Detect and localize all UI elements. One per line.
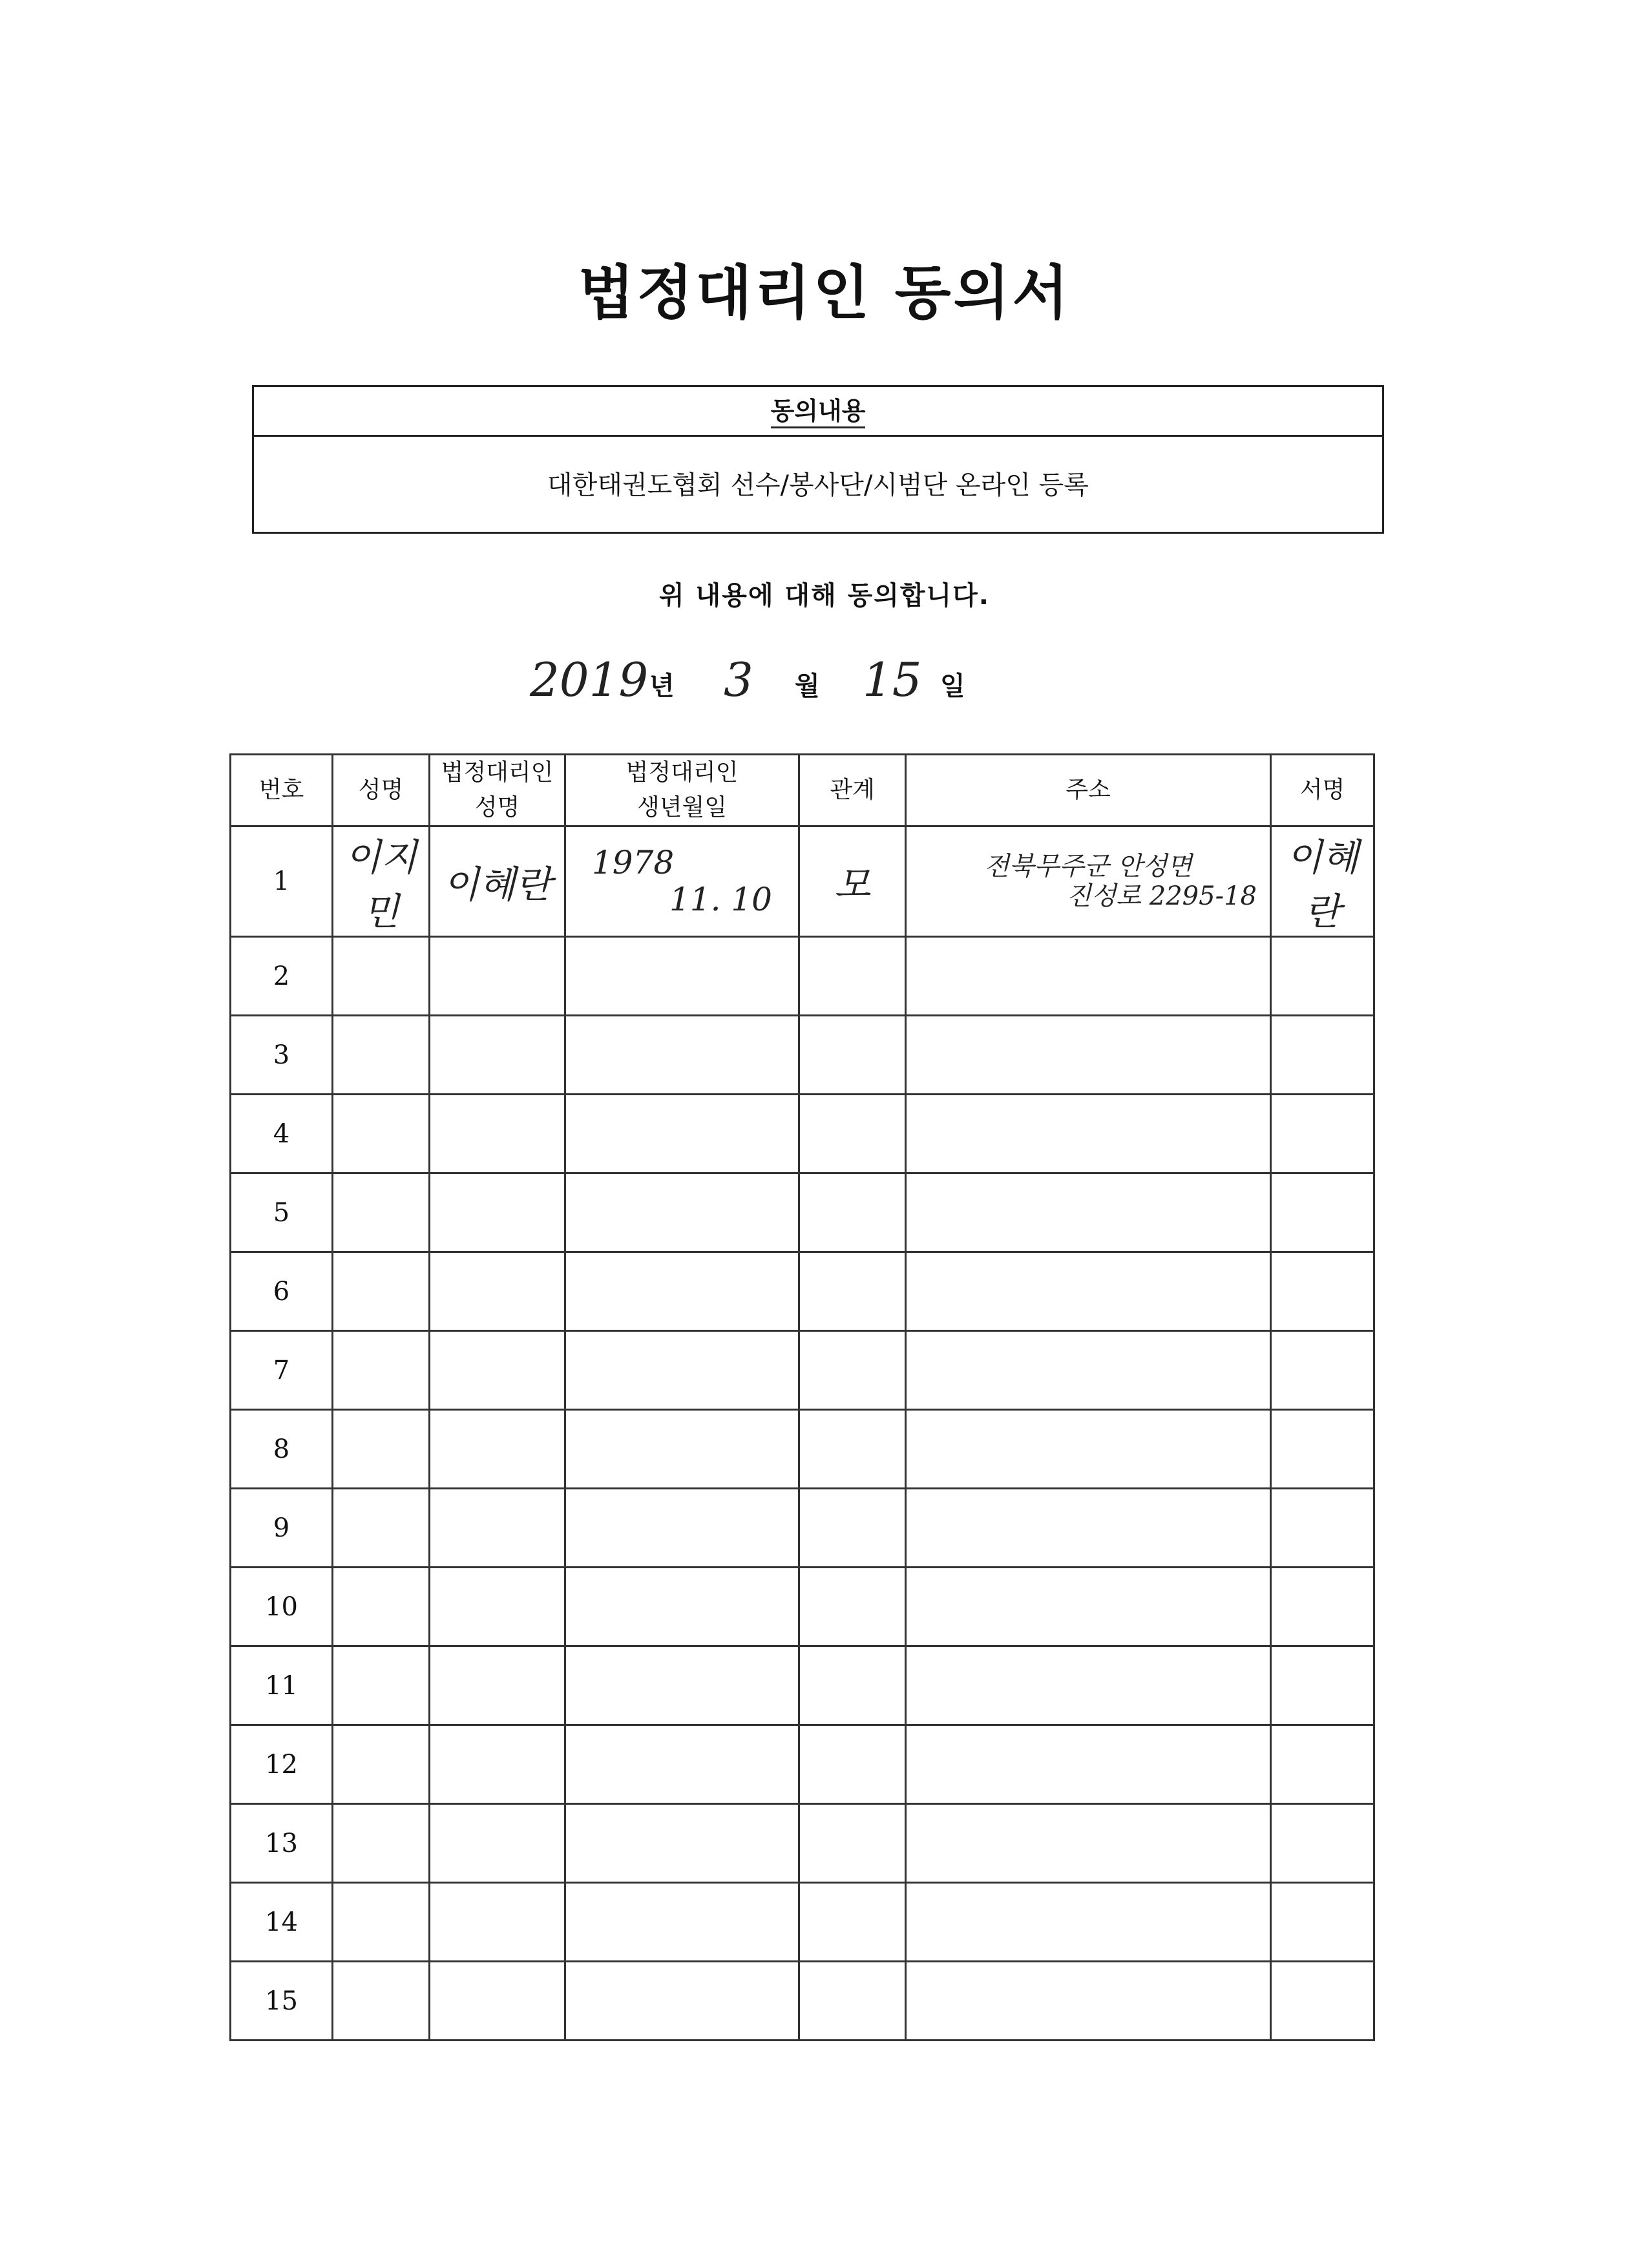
cell-name xyxy=(333,937,430,1016)
cell-signature xyxy=(1271,937,1374,1016)
cell-rep-birth xyxy=(565,1804,799,1883)
header-no: 번호 xyxy=(231,755,333,826)
representative-table xyxy=(229,753,1375,2041)
cell-signature: 이혜란 xyxy=(1271,826,1374,937)
cell-address xyxy=(906,937,1271,1016)
cell-signature xyxy=(1271,1804,1374,1883)
row-number: 2 xyxy=(231,937,333,1016)
cell-signature xyxy=(1271,1646,1374,1725)
cell-relation xyxy=(799,1962,906,2041)
cell-signature xyxy=(1271,1883,1374,1962)
cell-name xyxy=(333,1410,430,1489)
cell-name xyxy=(333,1962,430,2041)
table-row xyxy=(231,1489,1374,1568)
cell-relation xyxy=(799,1331,906,1410)
cell-rep-birth xyxy=(565,1646,799,1725)
cell-name xyxy=(333,1095,430,1173)
cell-rep-birth xyxy=(565,1410,799,1489)
cell-signature xyxy=(1271,1410,1374,1489)
table-row xyxy=(231,1410,1374,1489)
row-number: 1 xyxy=(231,826,333,937)
cell-relation xyxy=(799,1568,906,1646)
cell-rep-name xyxy=(430,1962,565,2041)
cell-relation xyxy=(799,1804,906,1883)
cell-rep-birth xyxy=(565,1173,799,1252)
row-number: 3 xyxy=(231,1016,333,1095)
cell-relation xyxy=(799,1646,906,1725)
row-number: 11 xyxy=(231,1646,333,1725)
consent-box xyxy=(252,385,1384,534)
cell-rep-name xyxy=(430,1489,565,1568)
document-title: 법정대리인 동의서 xyxy=(578,259,1071,327)
cell-name xyxy=(333,1883,430,1962)
table-row xyxy=(231,1883,1374,1962)
cell-name xyxy=(333,1252,430,1331)
header-rep-birth-line1: 법정대리인 xyxy=(625,759,739,786)
cell-relation xyxy=(799,1252,906,1331)
cell-relation xyxy=(799,1410,906,1489)
cell-address xyxy=(906,1252,1271,1331)
table-row xyxy=(231,1095,1374,1173)
date-year: 2019 xyxy=(530,653,649,707)
cell-address xyxy=(906,1646,1271,1725)
table-row xyxy=(231,1331,1374,1410)
cell-rep-birth xyxy=(565,1252,799,1331)
cell-signature xyxy=(1271,1962,1374,2041)
cell-rep-name xyxy=(430,1252,565,1331)
cell-address xyxy=(906,1489,1271,1568)
header-rep-birth xyxy=(565,755,799,826)
cell-name xyxy=(333,1646,430,1725)
cell-signature xyxy=(1271,1016,1374,1095)
cell-rep-name xyxy=(430,1646,565,1725)
cell-name xyxy=(333,1568,430,1646)
cell-signature xyxy=(1271,1725,1374,1804)
date-day: 15 xyxy=(863,653,922,707)
cell-rep-birth xyxy=(565,1568,799,1646)
cell-relation xyxy=(799,1095,906,1173)
cell-signature xyxy=(1271,1568,1374,1646)
cell-rep-birth xyxy=(565,1725,799,1804)
cell-name xyxy=(333,1804,430,1883)
agreement-statement: 위 내용에 대해 동의합니다. xyxy=(658,581,990,611)
cell-rep-birth xyxy=(565,1883,799,1962)
date-day-label: 일 xyxy=(940,671,965,701)
cell-rep-name xyxy=(430,1725,565,1804)
birth-month-day: 11. 10 xyxy=(669,881,772,918)
cell-rep-birth xyxy=(565,1962,799,2041)
cell-address xyxy=(906,1331,1271,1410)
cell-address xyxy=(906,826,1271,937)
cell-relation: 모 xyxy=(799,826,906,937)
table-row xyxy=(231,1252,1374,1331)
cell-rep-name xyxy=(430,1095,565,1173)
date-month-label: 월 xyxy=(795,671,820,701)
row-number: 9 xyxy=(231,1489,333,1568)
cell-address xyxy=(906,1568,1271,1646)
date-line xyxy=(0,653,1649,730)
consent-content: 대한태권도협회 선수/봉사단/시범단 온라인 등록 xyxy=(547,470,1089,500)
cell-name xyxy=(333,1725,430,1804)
row-number: 14 xyxy=(231,1883,333,1962)
consent-header-label: 동의내용 xyxy=(771,397,866,428)
cell-address xyxy=(906,1410,1271,1489)
table-row xyxy=(231,1173,1374,1252)
cell-rep-birth xyxy=(565,1331,799,1410)
row-number: 4 xyxy=(231,1095,333,1173)
cell-name xyxy=(333,1016,430,1095)
date-year-label: 년 xyxy=(649,671,675,701)
cell-relation xyxy=(799,1725,906,1804)
header-rep-birth-line2: 생년월일 xyxy=(636,794,728,821)
cell-name xyxy=(333,1331,430,1410)
cell-rep-name xyxy=(430,1173,565,1252)
row-number: 15 xyxy=(231,1962,333,2041)
table-row xyxy=(231,937,1374,1016)
header-rep-name xyxy=(430,755,565,826)
row-number: 13 xyxy=(231,1804,333,1883)
cell-address xyxy=(906,1016,1271,1095)
address-line2: 진성로 2295-18 xyxy=(1066,881,1257,911)
table-row xyxy=(231,1016,1374,1095)
cell-address xyxy=(906,1095,1271,1173)
row-number: 10 xyxy=(231,1568,333,1646)
cell-rep-birth xyxy=(565,937,799,1016)
cell-signature xyxy=(1271,1095,1374,1173)
cell-rep-birth xyxy=(565,1016,799,1095)
cell-relation xyxy=(799,1016,906,1095)
header-name: 성명 xyxy=(333,755,430,826)
table-row xyxy=(231,1568,1374,1646)
table-header-row xyxy=(231,755,1374,826)
cell-relation xyxy=(799,1883,906,1962)
table-row xyxy=(231,1725,1374,1804)
row-number: 5 xyxy=(231,1173,333,1252)
cell-signature xyxy=(1271,1252,1374,1331)
row-number: 8 xyxy=(231,1410,333,1489)
cell-rep-birth xyxy=(565,1095,799,1173)
cell-address xyxy=(906,1173,1271,1252)
cell-relation xyxy=(799,1489,906,1568)
cell-rep-name xyxy=(430,937,565,1016)
cell-rep-name xyxy=(430,1410,565,1489)
cell-name xyxy=(333,1173,430,1252)
cell-relation xyxy=(799,937,906,1016)
header-relation: 관계 xyxy=(799,755,906,826)
birth-year: 1978 xyxy=(592,843,675,881)
cell-rep-name xyxy=(430,1016,565,1095)
address-line1: 전북무주군 안성면 xyxy=(984,852,1192,881)
header-signature: 서명 xyxy=(1271,755,1374,826)
cell-rep-birth xyxy=(565,1489,799,1568)
cell-rep-birth xyxy=(565,826,799,937)
cell-name xyxy=(333,1489,430,1568)
header-rep-name-line1: 법정대리인 xyxy=(441,759,554,786)
cell-address xyxy=(906,1725,1271,1804)
cell-rep-name: 이혜란 xyxy=(430,826,565,937)
cell-signature xyxy=(1271,1489,1374,1568)
header-address: 주소 xyxy=(906,755,1271,826)
table-row xyxy=(231,1804,1374,1883)
cell-signature xyxy=(1271,1331,1374,1410)
date-month: 3 xyxy=(724,653,753,707)
row-number: 6 xyxy=(231,1252,333,1331)
cell-rep-name xyxy=(430,1331,565,1410)
cell-relation xyxy=(799,1173,906,1252)
table-row xyxy=(231,1962,1374,2041)
cell-name: 이지민 xyxy=(333,826,430,937)
consent-header xyxy=(254,387,1382,437)
cell-rep-name xyxy=(430,1804,565,1883)
row-number: 7 xyxy=(231,1331,333,1410)
table-row xyxy=(231,1646,1374,1725)
cell-rep-name xyxy=(430,1883,565,1962)
row-number: 12 xyxy=(231,1725,333,1804)
cell-address xyxy=(906,1883,1271,1962)
header-rep-name-line2: 성명 xyxy=(474,794,520,821)
table-row xyxy=(231,826,1374,937)
cell-rep-name xyxy=(430,1568,565,1646)
cell-address xyxy=(906,1962,1271,2041)
cell-signature xyxy=(1271,1173,1374,1252)
cell-address xyxy=(906,1804,1271,1883)
